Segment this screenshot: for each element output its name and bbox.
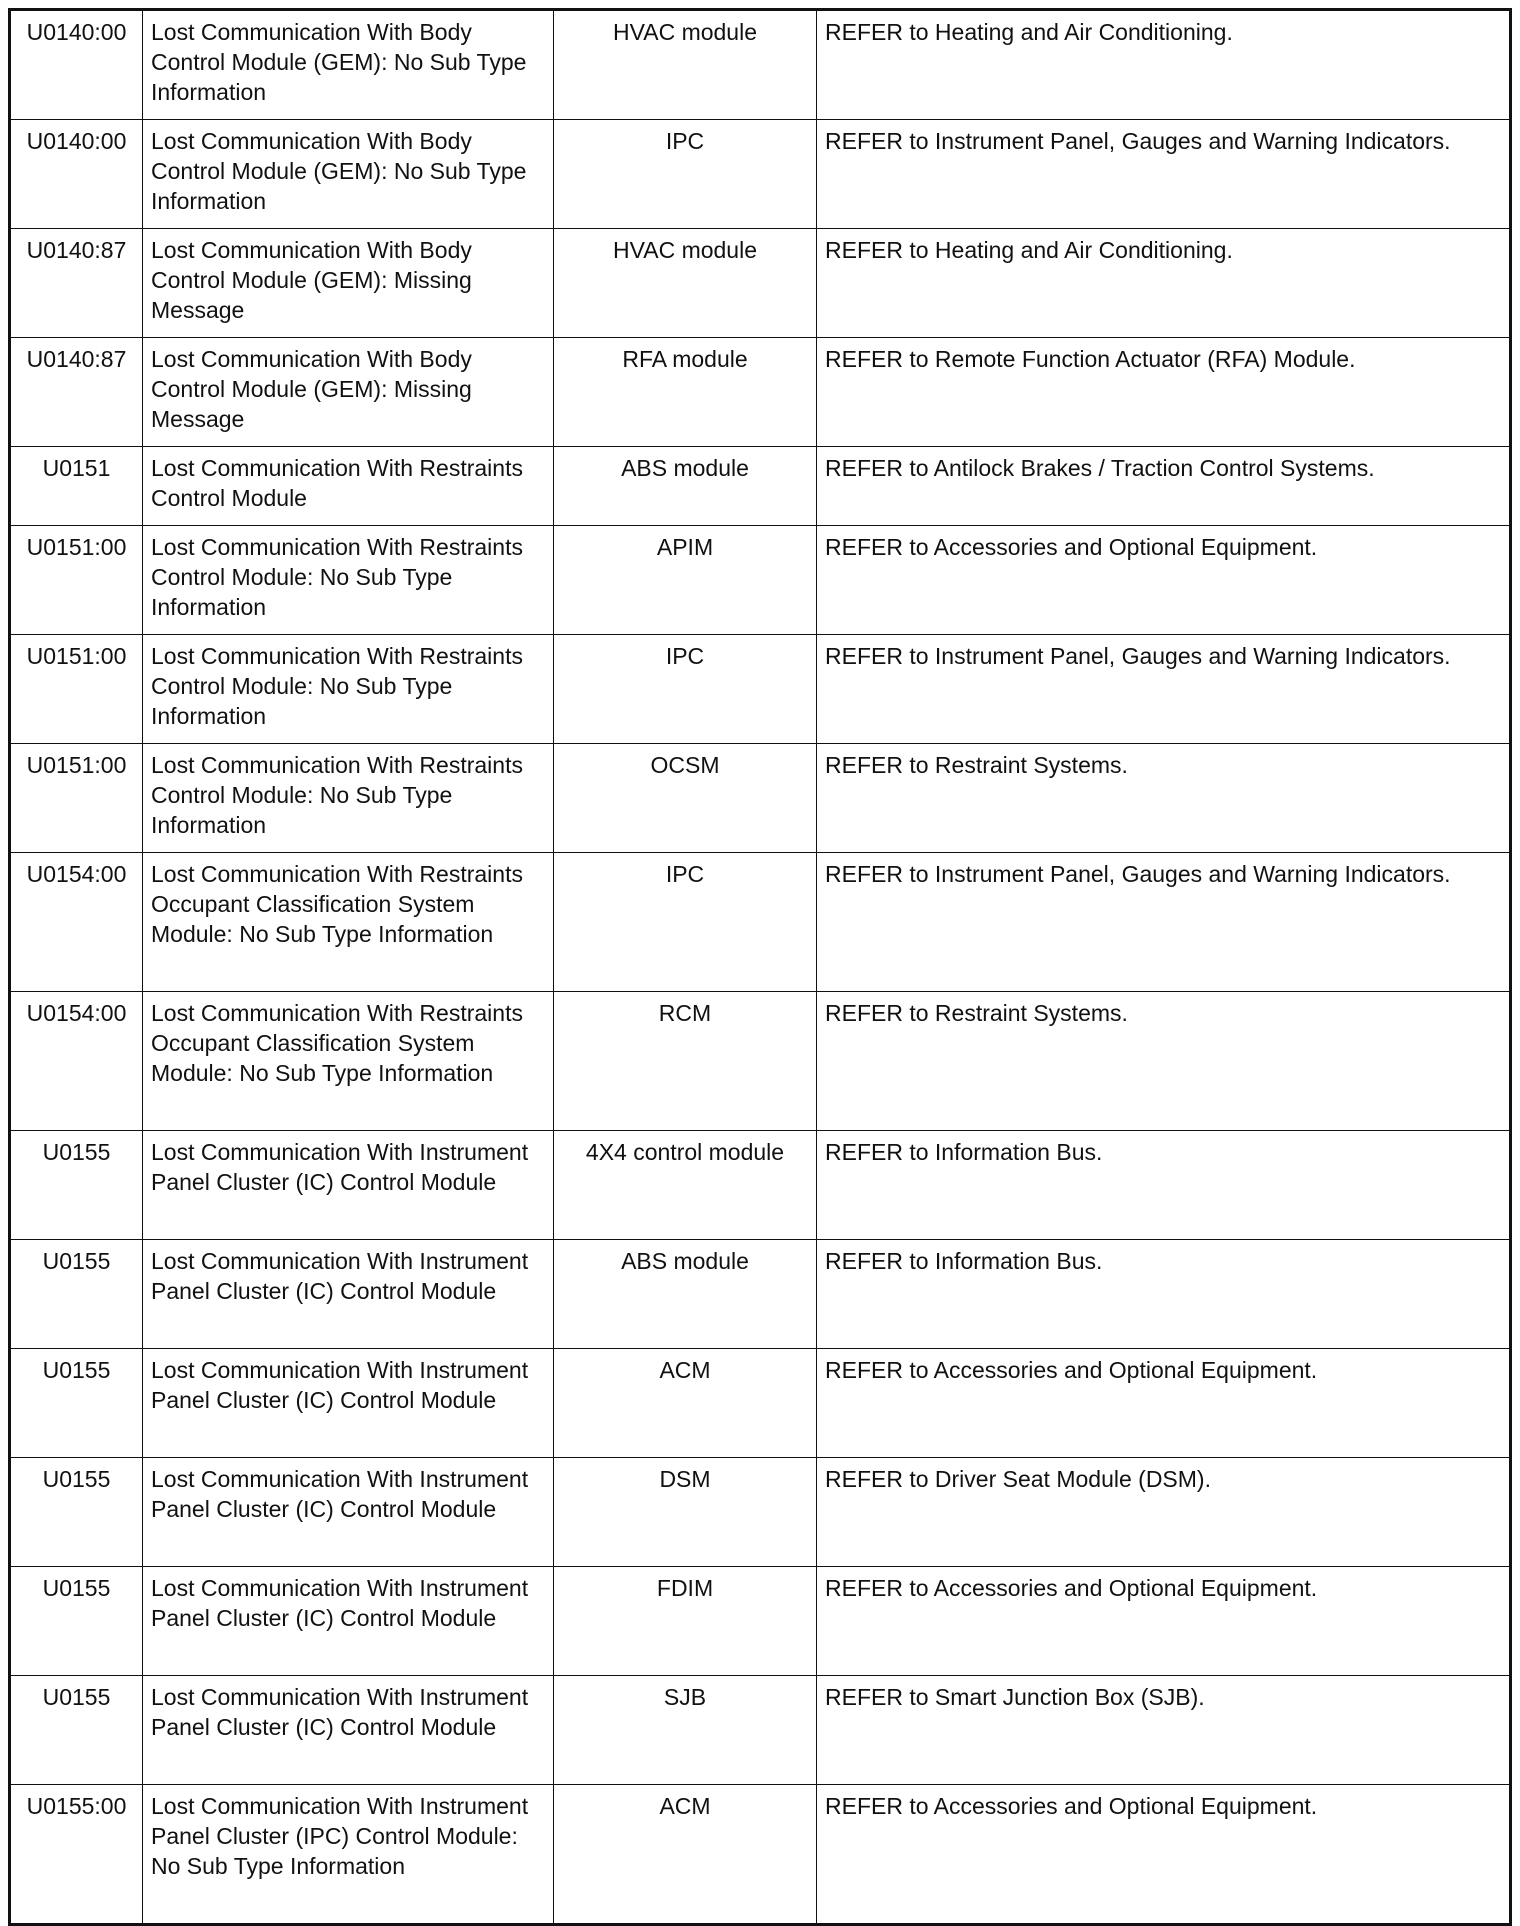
action-reference: REFER to Driver Seat Module (DSM). xyxy=(817,1458,1511,1567)
action-reference: REFER to Accessories and Optional Equipment. xyxy=(817,1785,1511,1925)
dtc-description: Lost Communication With Instrument Panel Cluster (IC) Control Module xyxy=(143,1676,554,1785)
reporting-module: RFA module xyxy=(554,338,817,447)
table-row xyxy=(10,1567,1511,1676)
dtc-description: Lost Communication With Instrument Panel Cluster (IPC) Control Module: No Sub Type Information xyxy=(143,1785,554,1925)
dtc-description: Lost Communication With Restraints Control Module: No Sub Type Information xyxy=(143,526,554,635)
dtc-table-body xyxy=(10,10,1511,1925)
dtc-description: Lost Communication With Restraints Control Module xyxy=(143,447,554,526)
table-row xyxy=(10,1240,1511,1349)
table-row xyxy=(10,10,1511,120)
reporting-module: HVAC module xyxy=(554,229,817,338)
reporting-module: OCSM xyxy=(554,744,817,853)
reporting-module: HVAC module xyxy=(554,10,817,120)
dtc-table xyxy=(8,8,1512,1926)
dtc-code: U0155 xyxy=(10,1240,143,1349)
dtc-description: Lost Communication With Instrument Panel Cluster (IC) Control Module xyxy=(143,1349,554,1458)
reporting-module: IPC xyxy=(554,853,817,992)
dtc-code: U0155 xyxy=(10,1131,143,1240)
dtc-code: U0151:00 xyxy=(10,744,143,853)
reporting-module: DSM xyxy=(554,1458,817,1567)
reporting-module: ABS module xyxy=(554,1240,817,1349)
action-reference: REFER to Smart Junction Box (SJB). xyxy=(817,1676,1511,1785)
table-row xyxy=(10,526,1511,635)
action-reference: REFER to Accessories and Optional Equipment. xyxy=(817,526,1511,635)
dtc-description: Lost Communication With Restraints Occupant Classification System Module: No Sub Type Information xyxy=(143,992,554,1131)
dtc-description: Lost Communication With Instrument Panel Cluster (IC) Control Module xyxy=(143,1458,554,1567)
dtc-description: Lost Communication With Instrument Panel Cluster (IC) Control Module xyxy=(143,1567,554,1676)
dtc-code: U0155:00 xyxy=(10,1785,143,1925)
table-row xyxy=(10,992,1511,1131)
action-reference: REFER to Instrument Panel, Gauges and Warning Indicators. xyxy=(817,635,1511,744)
dtc-description: Lost Communication With Instrument Panel Cluster (IC) Control Module xyxy=(143,1240,554,1349)
dtc-code: U0151:00 xyxy=(10,635,143,744)
reporting-module: ACM xyxy=(554,1785,817,1925)
reporting-module: FDIM xyxy=(554,1567,817,1676)
action-reference: REFER to Instrument Panel, Gauges and Warning Indicators. xyxy=(817,120,1511,229)
action-reference: REFER to Accessories and Optional Equipment. xyxy=(817,1349,1511,1458)
action-reference: REFER to Heating and Air Conditioning. xyxy=(817,10,1511,120)
dtc-code: U0140:00 xyxy=(10,10,143,120)
table-row xyxy=(10,1676,1511,1785)
reporting-module: ABS module xyxy=(554,447,817,526)
table-row xyxy=(10,1458,1511,1567)
table-row xyxy=(10,229,1511,338)
table-row xyxy=(10,120,1511,229)
reporting-module: SJB xyxy=(554,1676,817,1785)
dtc-code: U0155 xyxy=(10,1676,143,1785)
dtc-code: U0154:00 xyxy=(10,992,143,1131)
dtc-description: Lost Communication With Restraints Control Module: No Sub Type Information xyxy=(143,635,554,744)
dtc-code: U0151:00 xyxy=(10,526,143,635)
table-row xyxy=(10,853,1511,992)
action-reference: REFER to Instrument Panel, Gauges and Warning Indicators. xyxy=(817,853,1511,992)
dtc-description: Lost Communication With Body Control Module (GEM): Missing Message xyxy=(143,229,554,338)
action-reference: REFER to Antilock Brakes / Traction Control Systems. xyxy=(817,447,1511,526)
action-reference: REFER to Restraint Systems. xyxy=(817,744,1511,853)
dtc-description: Lost Communication With Body Control Module (GEM): No Sub Type Information xyxy=(143,10,554,120)
table-row xyxy=(10,1785,1511,1925)
dtc-code: U0154:00 xyxy=(10,853,143,992)
table-row xyxy=(10,338,1511,447)
action-reference: REFER to Information Bus. xyxy=(817,1131,1511,1240)
reporting-module: 4X4 control module xyxy=(554,1131,817,1240)
reporting-module: APIM xyxy=(554,526,817,635)
reporting-module: RCM xyxy=(554,992,817,1131)
table-row xyxy=(10,1131,1511,1240)
dtc-description: Lost Communication With Body Control Module (GEM): No Sub Type Information xyxy=(143,120,554,229)
dtc-code: U0155 xyxy=(10,1458,143,1567)
table-row xyxy=(10,447,1511,526)
dtc-code: U0140:87 xyxy=(10,229,143,338)
action-reference: REFER to Remote Function Actuator (RFA) Module. xyxy=(817,338,1511,447)
reporting-module: IPC xyxy=(554,635,817,744)
table-row xyxy=(10,744,1511,853)
dtc-description: Lost Communication With Instrument Panel Cluster (IC) Control Module xyxy=(143,1131,554,1240)
table-row xyxy=(10,635,1511,744)
dtc-code: U0140:87 xyxy=(10,338,143,447)
dtc-code: U0155 xyxy=(10,1349,143,1458)
dtc-code: U0151 xyxy=(10,447,143,526)
action-reference: REFER to Restraint Systems. xyxy=(817,992,1511,1131)
reporting-module: ACM xyxy=(554,1349,817,1458)
action-reference: REFER to Accessories and Optional Equipment. xyxy=(817,1567,1511,1676)
action-reference: REFER to Heating and Air Conditioning. xyxy=(817,229,1511,338)
reporting-module: IPC xyxy=(554,120,817,229)
dtc-code: U0140:00 xyxy=(10,120,143,229)
dtc-description: Lost Communication With Restraints Occupant Classification System Module: No Sub Type Information xyxy=(143,853,554,992)
action-reference: REFER to Information Bus. xyxy=(817,1240,1511,1349)
dtc-code: U0155 xyxy=(10,1567,143,1676)
dtc-description: Lost Communication With Body Control Module (GEM): Missing Message xyxy=(143,338,554,447)
table-row xyxy=(10,1349,1511,1458)
dtc-description: Lost Communication With Restraints Control Module: No Sub Type Information xyxy=(143,744,554,853)
